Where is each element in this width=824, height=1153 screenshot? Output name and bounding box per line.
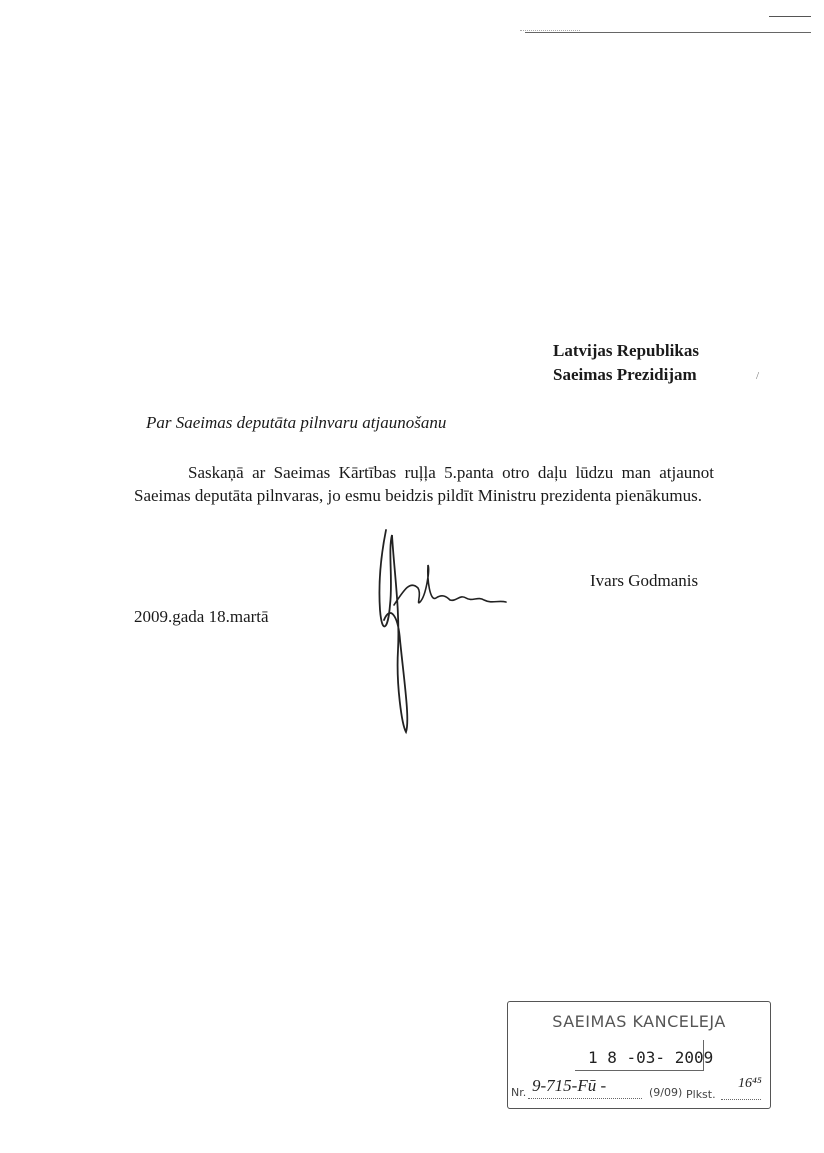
letter-date: 2009.gada 18.martā: [134, 607, 269, 626]
letter-subject: Par Saeimas deputāta pilnvaru atjaunošanu: [146, 413, 447, 432]
top-rule-short: [769, 16, 811, 17]
margin-mark: /: [756, 370, 760, 382]
stamp-time-value: 16⁴⁵: [738, 1076, 762, 1091]
stamp-code: (9/09): [649, 1086, 683, 1099]
registration-stamp: [507, 1001, 771, 1109]
stamp-time-line: [721, 1099, 761, 1101]
letter-body: Saskaņā ar Saeimas Kārtības ruļļa 5.panta otro daļu lūdzu man atjaunot Saeimas deputāta pilnvaras, jo esmu beidzis pildīt Ministru prezidenta pienākumus.: [134, 463, 714, 505]
signer-name: Ivars Godmanis: [590, 571, 699, 590]
addressee-line-1: Latvijas Republikas: [553, 341, 699, 360]
top-rule-long: [525, 32, 811, 33]
stamp-title: SAEIMAS KANCELEJA: [552, 1012, 726, 1031]
stamp-number-value: 9-715-Fū -: [532, 1076, 607, 1095]
stamp-date: 1 8 -03- 2009: [588, 1048, 714, 1067]
addressee-block: [553, 339, 699, 387]
handwritten-signature: [360, 510, 520, 735]
stamp-time-label: Plkst.: [686, 1088, 716, 1101]
stamp-number-line: [528, 1098, 642, 1100]
stamp-number-label: Nr.: [511, 1086, 527, 1099]
addressee-line-2: Saeimas Prezidijam: [553, 365, 697, 384]
